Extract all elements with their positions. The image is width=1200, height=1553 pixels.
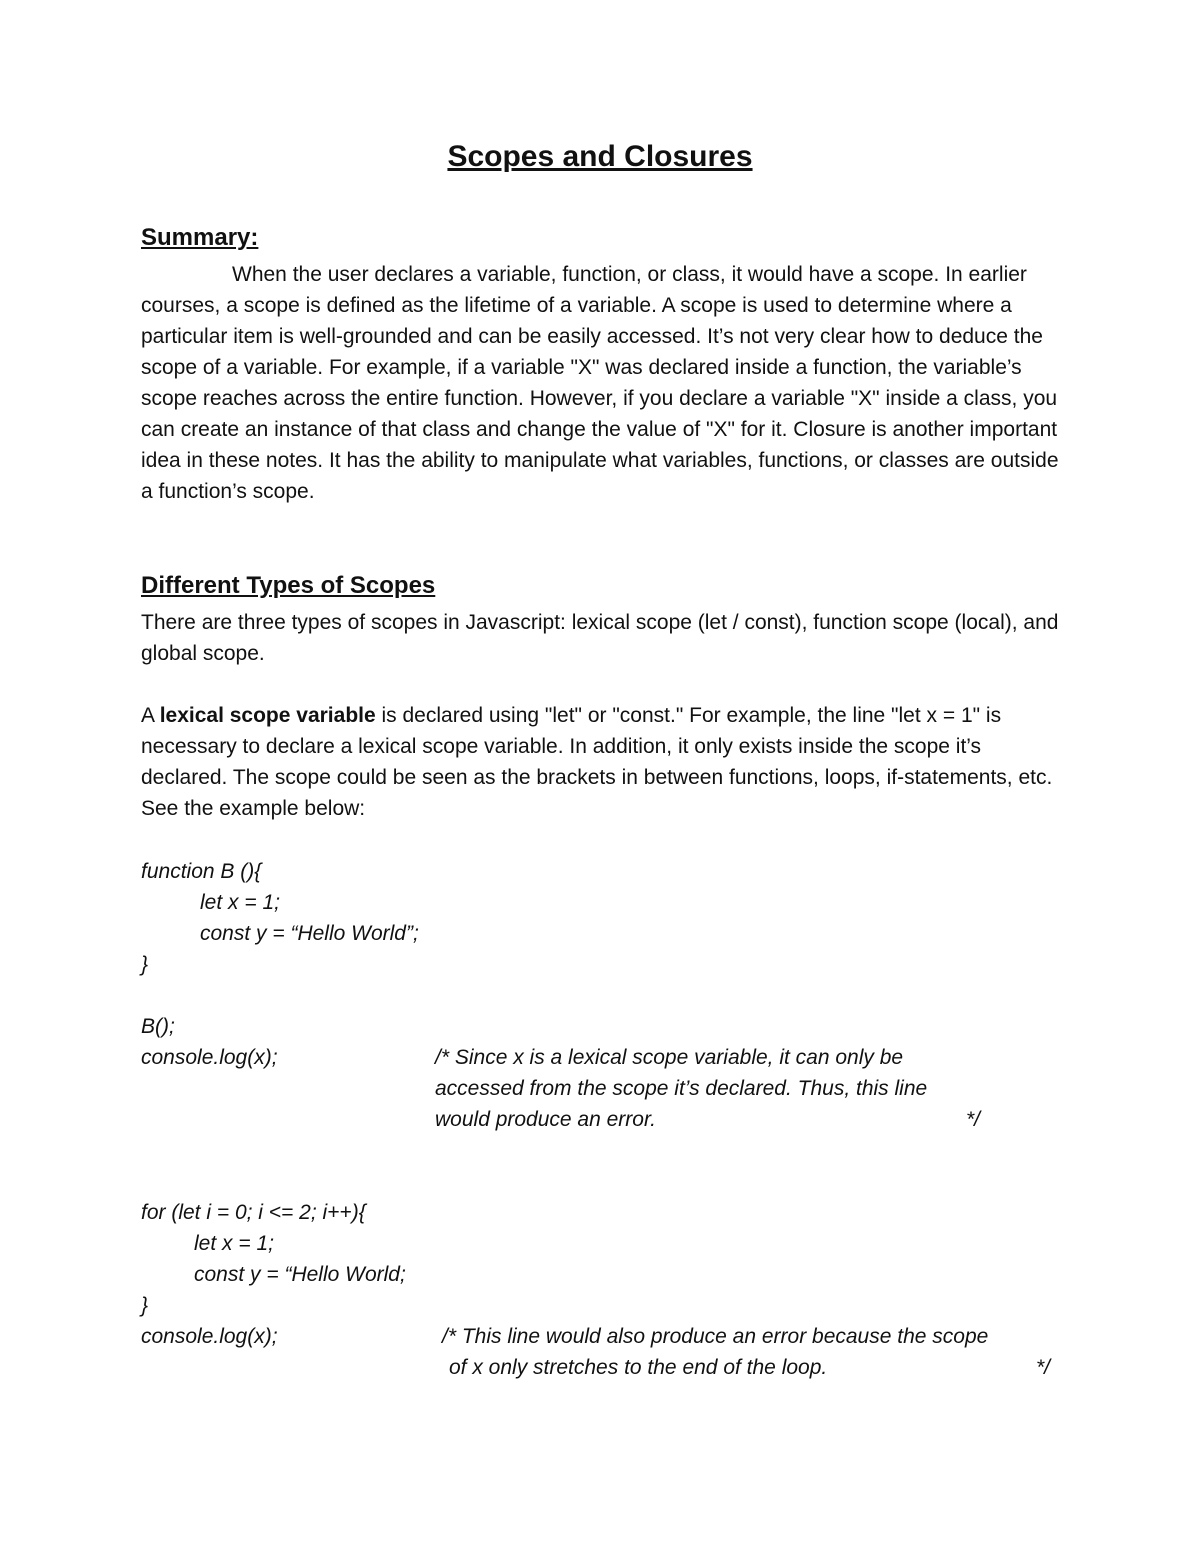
- page-title: Scopes and Closures: [447, 140, 753, 173]
- types-heading: Different Types of Scopes: [141, 572, 436, 599]
- code-comment: of x only stretches to the end of the loop.: [449, 1356, 828, 1379]
- types-intro-paragraph: There are three types of scopes in Javascript: lexical scope (let / const), function scope (local), and global scope.: [141, 611, 1059, 665]
- code-comment: would produce an error.: [435, 1108, 657, 1131]
- code-line: const y = “Hello World”;: [200, 922, 419, 945]
- lexical-scope-paragraph: [141, 700, 1066, 824]
- lexical-description: is declared using "let" or "const." For example, the line "let x = 1" is necessary to declare a lexical scope variable. In addition, it only exists inside the scope it’s declared. The scope could be seen as the brackets in between functions, loops, if-statements, etc. See the example below:: [141, 704, 1053, 820]
- code-line: let x = 1;: [200, 891, 280, 914]
- code-comment: accessed from the scope it’s declared. Thus, this line: [435, 1077, 928, 1100]
- code-line: for (let i = 0; i <= 2; i++){: [141, 1201, 366, 1224]
- lexical-prefix: A: [141, 704, 160, 727]
- code-line: let x = 1;: [194, 1232, 274, 1255]
- code-line: console.log(x);: [141, 1325, 278, 1348]
- lexical-term: lexical scope variable: [159, 704, 376, 727]
- code-comment: /* This line would also produce an error because the scope: [442, 1325, 989, 1348]
- code-comment-end: */: [966, 1108, 981, 1131]
- code-line: B();: [141, 1015, 175, 1038]
- code-line: }: [141, 953, 149, 976]
- code-line: const y = “Hello World;: [194, 1263, 406, 1286]
- code-line: }: [141, 1294, 149, 1317]
- code-line: console.log(x);: [141, 1046, 278, 1069]
- code-comment: /* Since x is a lexical scope variable, it can only be: [435, 1046, 904, 1069]
- code-comment-end: */: [1036, 1356, 1051, 1379]
- summary-paragraph: [141, 259, 1066, 507]
- summary-heading: Summary:: [141, 224, 259, 251]
- summary-text: When the user declares a variable, function, or class, it would have a scope. In earlier courses, a scope is defined as the lifetime of a variable. A scope is used to determine where a particular item is well-grounded and can be easily accessed. It’s not very clear how to deduce the scope of a variable. For example, if a variable "X" was declared inside a function, the variable’s scope reaches across the entire function. However, if you declare a variable "X" inside a class, you can create an instance of that class and change the value of "X" for it. Closure is another important idea in these notes. It has the ability to manipulate what variables, functions, or classes are outside a function’s scope.: [141, 263, 1059, 503]
- code-line: function B (){: [141, 860, 262, 883]
